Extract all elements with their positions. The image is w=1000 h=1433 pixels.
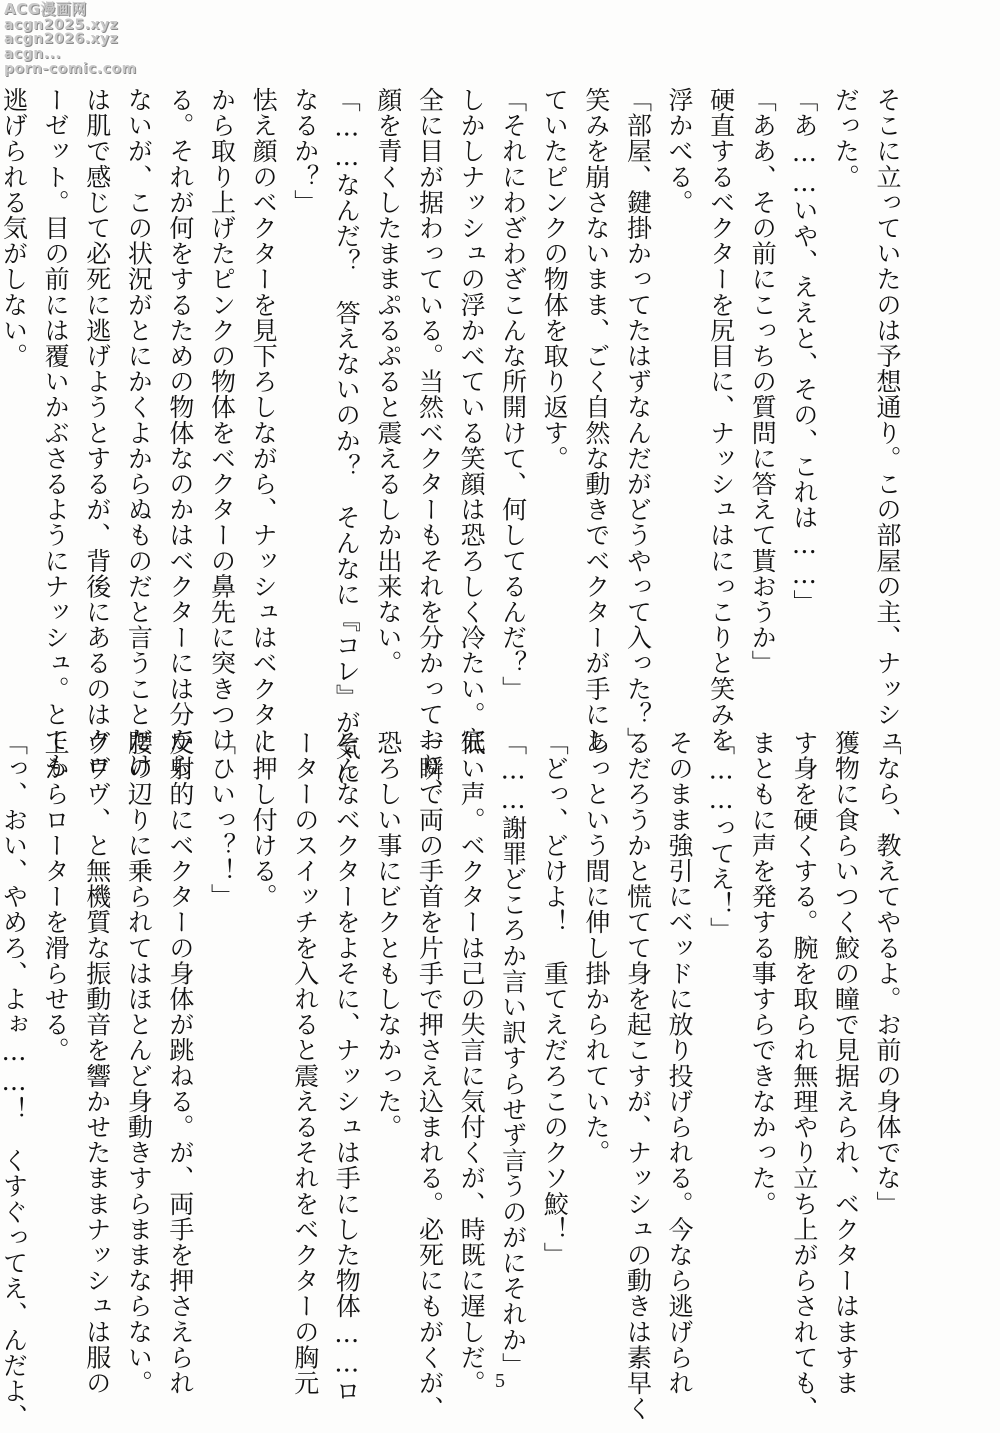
text-line: まともに声を発する事すらできなかった。: [748, 730, 778, 1217]
text-line: 「ああ、その前にこっちの質問に答えて貰おうか」: [748, 87, 778, 676]
watermark-line: acgn2026.xyz: [4, 31, 119, 48]
text-line: 獲物に食らいつく鮫の瞳で見据えられ、ベクターはますま: [831, 730, 861, 1396]
page-number: 5: [495, 1370, 505, 1392]
text-line: そのまま強引にベッドに放り投げられる。今なら逃げられ: [665, 730, 695, 1396]
text-line: 「部屋、鍵掛かってたはずなんだがどうやって入った？」: [623, 87, 653, 753]
text-line: 一瞬で両の手首を片手で押さえ込まれる。必死にもがくが、: [415, 730, 445, 1422]
text-line: ヴヴヴ、と無機質な振動音を響かせたままナッシュは服の: [82, 730, 112, 1396]
text-line: す身を硬くする。腕を取られ無理やり立ち上がらされても、: [789, 730, 819, 1422]
upper-text-block: [0, 87, 908, 804]
text-line: しかしナッシュの浮かべている笑顔は恐ろしく冷たい。完: [457, 87, 487, 753]
lower-text-block: [0, 730, 908, 1430]
text-line: だった。: [831, 87, 861, 190]
text-line: 腰の辺りに乗られてはほとんど身動きすらままならない。: [124, 730, 154, 1396]
watermark-line: acgn...: [4, 46, 62, 63]
text-line: 怯え顔のベクターを見下ろしながら、ナッシュはベクター: [249, 87, 279, 753]
text-line: 「なら、教えてやるよ。お前の身体でな」: [873, 730, 902, 1217]
text-line: 「それにわざわざこんな所開けて、何してるんだ？」: [498, 87, 528, 702]
text-line: ないが、この状況がとにかくよからぬものだと言うことだけ: [124, 87, 154, 779]
text-line: 反射的にベクターの身体が跳ねる。が、両手を押さえられ: [165, 730, 195, 1396]
text-line: 笑みを崩さないまま、ごく自然な動きでベクターが手にし: [581, 87, 611, 753]
text-line: 低い声。ベクターは己の失言に気付くが、時既に遅しだ。: [457, 730, 487, 1396]
text-line: から取り上げたピンクの物体をベクターの鼻先に突きつけ: [207, 87, 237, 753]
text-line: 「っ、おい、やめろ、よぉ……！ くすぐってえ、んだよ、: [0, 730, 29, 1430]
text-line: あっという間に伸し掛かられていた。: [581, 730, 611, 1166]
text-line: 逃げられる気がしない。: [0, 87, 29, 369]
text-line: 「……謝罪どころか言い訳すらせず言うのがにそれか」: [498, 730, 528, 1378]
text-line: 浮かべる。: [665, 87, 695, 215]
watermark-line: ACG漫画网: [4, 0, 87, 18]
text-line: 硬直するベクターを尻目に、ナッシュはにっこりと笑みを: [706, 87, 736, 753]
text-line: ていたピンクの物体を取り返す。: [540, 87, 570, 471]
watermark-line: acgn2025.xyz: [4, 16, 119, 33]
text-line: そこに立っていたのは予想通り。この部屋の主、ナッシュ: [873, 87, 902, 753]
text-line: 上からローターを滑らせる。: [41, 730, 71, 1063]
text-line: 「ひいっ？！」: [207, 730, 237, 910]
text-line: なるか？」: [290, 87, 320, 215]
text-line: ーターのスイッチを入れると震えるそれをベクターの胸元: [290, 730, 320, 1396]
text-line: 「どっ、どけよ！ 重てえだろこのクソ鮫！」: [540, 730, 570, 1268]
site-watermark: [4, 2, 144, 77]
text-line: 全に目が据わっている。当然ベクターもそれを分かっており、: [415, 87, 445, 804]
text-line: ーゼット。目の前には覆いかぶさるようにナッシュ。とても: [41, 87, 71, 779]
text-line: 顔を青くしたままぷるぷると震えるしか出来ない。: [373, 87, 403, 676]
text-line: 恐ろしい事にビクともしなかった。: [373, 730, 403, 1140]
text-line: 「……ってえ！」: [706, 730, 736, 943]
text-line: そんなベクターをよそに、ナッシュは手にした物体……ロ: [332, 730, 362, 1404]
text-line: る。それが何をするための物体なのかはベクターには分から: [165, 87, 195, 779]
watermark-line: porn-comic.com: [4, 60, 137, 77]
text-line: 「あ……いや、ええと、その、これは……」: [789, 87, 819, 615]
text-line: に押し付ける。: [249, 730, 279, 910]
text-line: は肌で感じて必死に逃げようとするが、背後にあるのはクロ: [82, 87, 112, 779]
text-line: るだろうかと慌てて身を起こすが、ナッシュの動きは素早く: [623, 730, 653, 1422]
text-line: 「……なんだ？ 答えないのか？ そんなに『コレ』が気に: [332, 87, 362, 787]
